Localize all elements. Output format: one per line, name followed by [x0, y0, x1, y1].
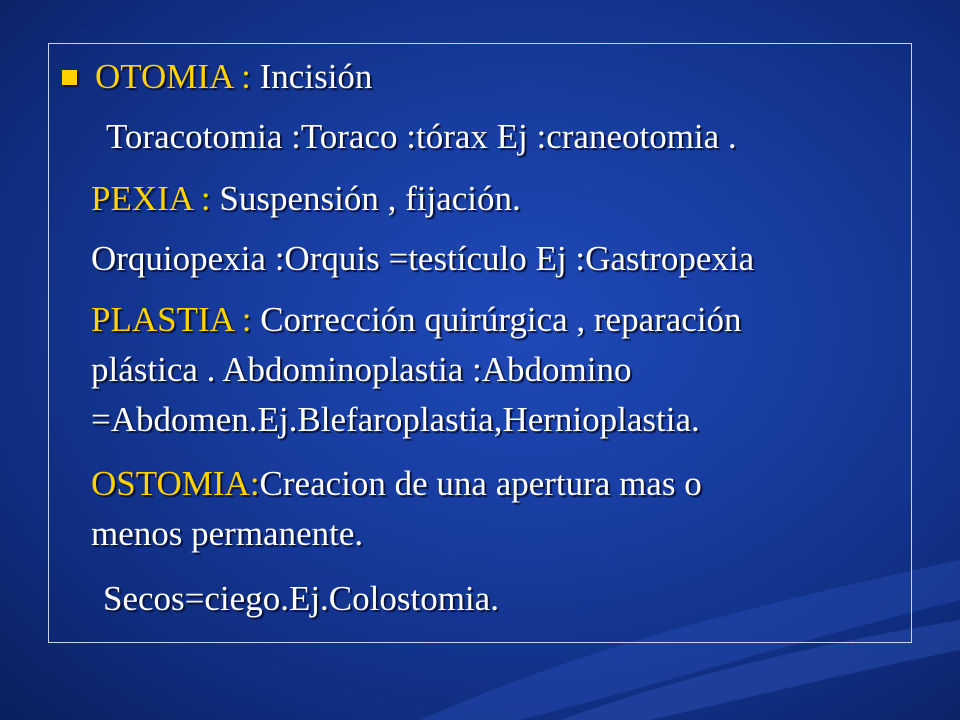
- line-permanente: [91, 512, 363, 556]
- keyword-ostomia: OSTOMIA:: [91, 464, 260, 503]
- definition-plastia-cont2: =Abdomen.Ej.Blefaroplastia,Hernioplastia.: [91, 400, 700, 439]
- definition-ostomia: Creacion de una apertura mas o: [259, 464, 702, 503]
- line-ostomia: [91, 462, 702, 506]
- definition-ostomia-cont: menos permanente.: [91, 514, 364, 553]
- keyword-plastia: PLASTIA :: [91, 300, 252, 339]
- definition-pexia: Suspensión , fijación.: [210, 179, 521, 218]
- line-plastica: [91, 348, 632, 392]
- example-toracotomia: Toracotomia :Toraco :tórax Ej :craneotomia .: [106, 117, 737, 156]
- line-pexia: [91, 177, 521, 221]
- line-toracotomia: [106, 115, 737, 159]
- example-orquiopexia: Orquiopexia :Orquis =testículo Ej :Gastropexia: [91, 239, 755, 278]
- definition-otomia: Incisión: [250, 57, 373, 96]
- line-secos: [103, 577, 499, 621]
- line-plastia: [91, 298, 742, 342]
- definition-plastia: Corrección quirúrgica , reparación: [251, 300, 742, 339]
- line-orquiopexia: [91, 237, 754, 281]
- definition-plastia-cont: plástica . Abdominoplastia :Abdomino: [91, 350, 632, 389]
- bullet-square-icon: [62, 70, 77, 85]
- line-otomia: [95, 55, 372, 99]
- keyword-otomia: OTOMIA :: [95, 57, 251, 96]
- line-abdomen: [91, 398, 700, 442]
- example-colostomia: Secos=ciego.Ej.Colostomia.: [103, 579, 499, 618]
- keyword-pexia: PEXIA :: [91, 179, 211, 218]
